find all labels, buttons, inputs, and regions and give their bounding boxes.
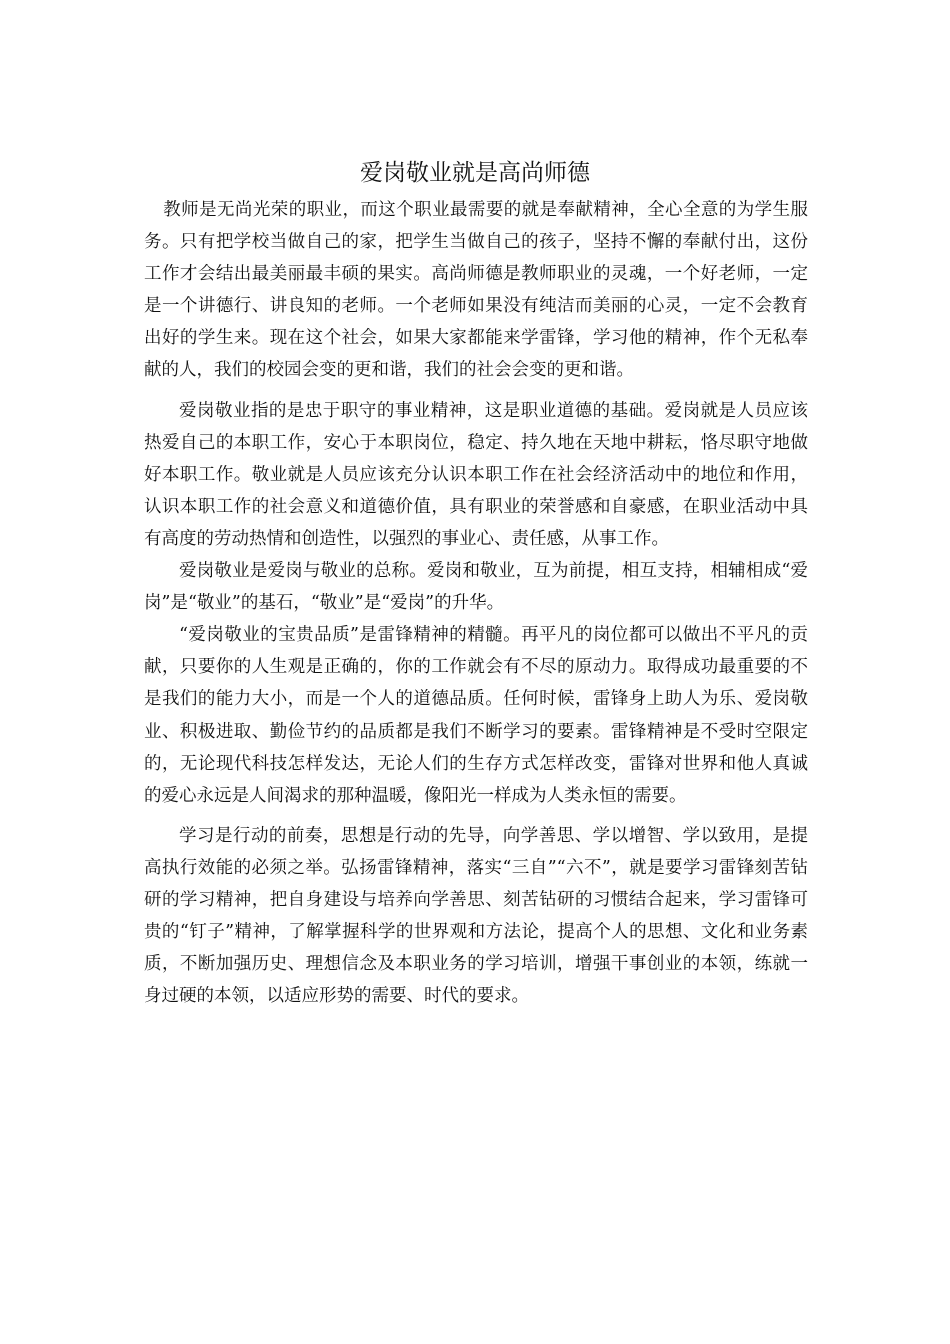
document-title: 爱岗敬业就是高尚师德 (360, 160, 590, 186)
document-body (144, 194, 808, 1012)
paragraph-2: 爱岗敬业指的是忠于职守的事业精神，这是职业道德的基础。爱岗就是人员应该热爱自己的本职工作，安心于本职岗位，稳定、持久地在天地中耕耘，恪尽职守地做好本职工作。敬业就是人员应该充分认识本职工作在社会经济活动中的地位和作用，认识本职工作的社会意义和道德价值，具有职业的荣誉感和自豪感，在职业活动中具有高度的劳动热情和创造性，以强烈的事业心、责任感，从事工作。 (144, 400, 808, 549)
paragraph-5: 学习是行动的前奏，思想是行动的先导，向学善思、学以增智、学以致用，是提高执行效能的必须之举。弘扬雷锋精神，落实“三自”“六不”，就是要学习雷锋刻苦钻研的学习精神，把自身建设与培养向学善思、刻苦钻研的习惯结合起来，学习雷锋可贵的“钉子”精神，了解掌握科学的世界观和方法论，提高个人的思想、文化和业务素质，不断加强历史、理想信念及本职业务的学习培训，增强干事创业的本领，练就一身过硬的本领，以适应形势的需要、时代的要求。 (144, 825, 808, 1007)
paragraph-4: “爱岗敬业的宝贵品质”是雷锋精神的精髓。再平凡的岗位都可以做出不平凡的贡献，只要你的人生观是正确的，你的工作就会有不尽的原动力。取得成功最重要的不是我们的能力大小，而是一个人的道德品质。任何时候，雷锋身上助人为乐、爱岗敬业、积极进取、勤俭节约的品质都是我们不断学习的要素。雷锋精神是不受时空限定的，无论现代科技怎样发达，无论人们的生存方式怎样改变，雷锋对世界和他人真诚的爱心永远是人间渴求的那种温暖，像阳光一样成为人类永恒的需要。 (144, 625, 808, 806)
paragraph-1: 教师是无尚光荣的职业，而这个职业最需要的就是奉献精神，全心全意的为学生服务。只有把学校当做自己的家，把学生当做自己的孩子，坚持不懈的奉献付出，这份工作才会结出最美丽最丰硕的果实。高尚师德是教师职业的灵魂，一个好老师，一定是一个讲德行、讲良知的老师。一个老师如果没有纯洁而美丽的心灵，一定不会教育出好的学生来。现在这个社会，如果大家都能来学雷锋，学习他的精神，作个无私奉献的人，我们的校园会变的更和谐，我们的社会会变的更和谐。 (144, 200, 808, 381)
paragraph-3: 爱岗敬业是爱岗与敬业的总称。爱岗和敬业，互为前提，相互支持，相辅相成“爱岗”是“敬业”的基石，“敬业”是“爱岗”的升华。 (144, 561, 808, 614)
